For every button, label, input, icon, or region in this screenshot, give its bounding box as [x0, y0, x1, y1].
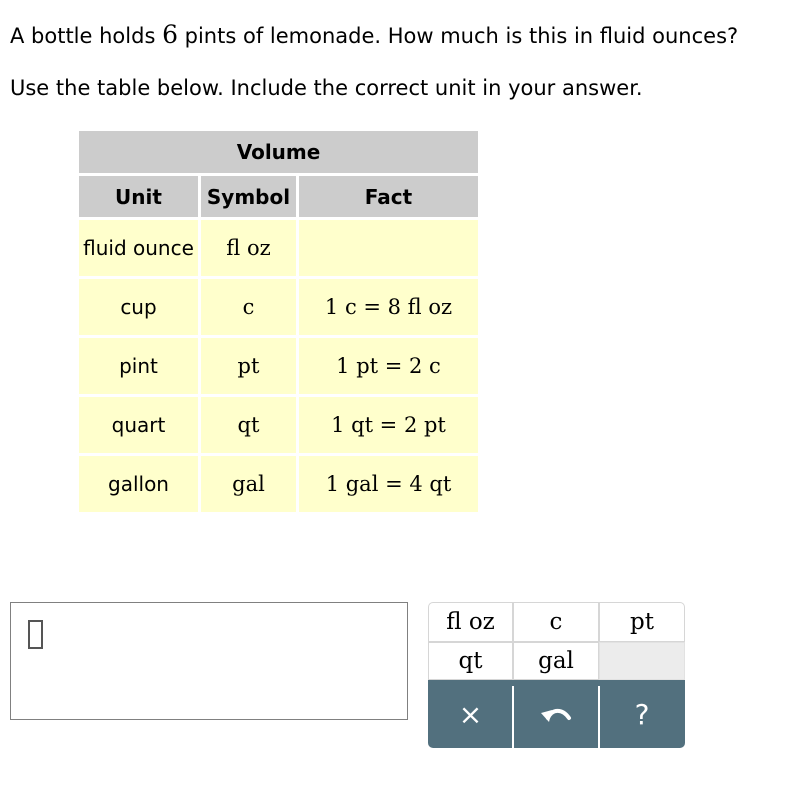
undo-arrow-icon	[539, 703, 573, 725]
fact-cell: 1 pt = 2 c	[298, 337, 480, 396]
header-fact: Fact	[298, 175, 480, 219]
table-row	[78, 278, 480, 337]
header-symbol: Symbol	[200, 175, 298, 219]
symbol-cell: gal	[200, 455, 298, 514]
answer-input[interactable]	[10, 602, 408, 720]
table-row	[78, 455, 480, 514]
unit-cell: pint	[78, 337, 200, 396]
key-fl-oz[interactable]: fl oz	[428, 602, 513, 642]
key-c[interactable]: c	[513, 602, 599, 642]
key-gal[interactable]: gal	[513, 642, 599, 680]
question-line-2: Use the table below. Include the correct unit in your answer.	[10, 76, 643, 100]
key-empty	[599, 642, 685, 680]
question-suffix: pints of lemonade. How much is this in fluid ounces?	[177, 24, 739, 48]
unit-cell: gallon	[78, 455, 200, 514]
key-qt[interactable]: qt	[428, 642, 513, 680]
fact-cell: 1 gal = 4 qt	[298, 455, 480, 514]
keypad-divider	[598, 686, 600, 748]
unit-cell: fluid ounce	[78, 219, 200, 278]
key-pt[interactable]: pt	[599, 602, 685, 642]
volume-table	[76, 128, 481, 515]
fact-cell: 1 qt = 2 pt	[298, 396, 480, 455]
symbol-cell: qt	[200, 396, 298, 455]
table-row	[78, 219, 480, 278]
clear-button[interactable]	[428, 680, 513, 748]
unit-keypad	[428, 602, 685, 748]
header-unit: Unit	[78, 175, 200, 219]
table-row	[78, 337, 480, 396]
table-row	[78, 396, 480, 455]
fact-cell: 1 c = 8 fl oz	[298, 278, 480, 337]
question-prefix: A bottle holds	[10, 24, 163, 48]
close-icon: ×	[458, 697, 483, 731]
symbol-cell: pt	[200, 337, 298, 396]
input-placeholder-box	[28, 620, 43, 649]
question-line-1	[10, 20, 738, 49]
keypad-divider	[512, 686, 514, 748]
undo-button[interactable]	[513, 680, 599, 748]
help-button[interactable]	[599, 680, 685, 748]
table-title: Volume	[78, 130, 480, 175]
symbol-cell: c	[200, 278, 298, 337]
fact-cell	[298, 219, 480, 278]
unit-cell: cup	[78, 278, 200, 337]
unit-cell: quart	[78, 396, 200, 455]
help-icon: ?	[634, 697, 650, 731]
symbol-cell: fl oz	[200, 219, 298, 278]
question-number: 6	[162, 20, 178, 49]
